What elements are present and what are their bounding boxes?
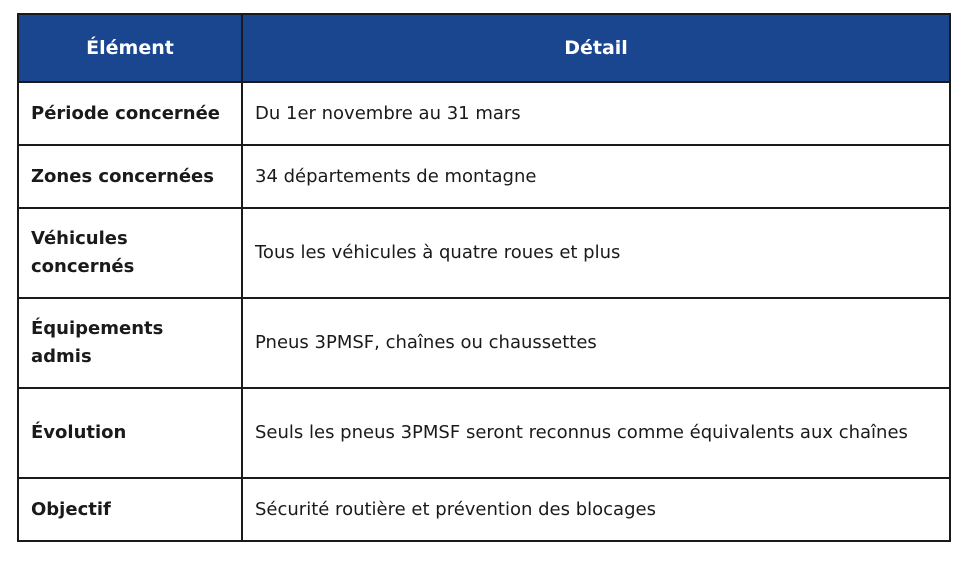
row-label: Objectif [18, 478, 242, 541]
table-header-row [18, 14, 950, 82]
row-label: Période concernée [18, 82, 242, 145]
row-detail: Pneus 3PMSF, chaînes ou chaussettes [242, 298, 950, 388]
row-detail: Du 1er novembre au 31 mars [242, 82, 950, 145]
row-detail: 34 départements de montagne [242, 145, 950, 208]
row-detail: Sécurité routière et prévention des blocages [242, 478, 950, 541]
table-row [18, 298, 950, 388]
row-detail: Tous les véhicules à quatre roues et plus [242, 208, 950, 298]
table-row [18, 478, 950, 541]
table-row [18, 208, 950, 298]
column-header-detail: Détail [242, 14, 950, 82]
row-label: Équipements admis [18, 298, 242, 388]
table-row [18, 82, 950, 145]
table-row [18, 388, 950, 478]
row-detail: Seuls les pneus 3PMSF seront reconnus comme équivalents aux chaînes [242, 388, 950, 478]
row-label: Véhicules concernés [18, 208, 242, 298]
table-row [18, 145, 950, 208]
row-label: Évolution [18, 388, 242, 478]
info-table [17, 13, 951, 542]
row-label: Zones concernées [18, 145, 242, 208]
column-header-element: Élément [18, 14, 242, 82]
